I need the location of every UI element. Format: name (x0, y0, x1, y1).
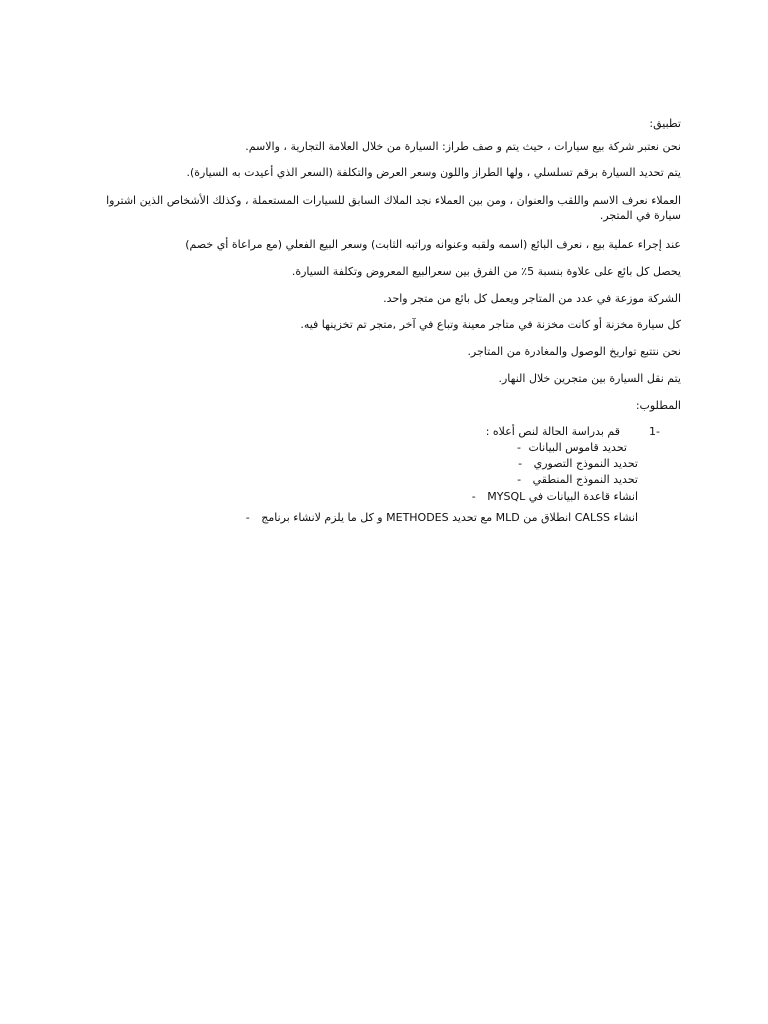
paragraph-8: نحن نتتبع تواريخ الوصول والمغادرة من المتاجر. (467, 345, 681, 358)
task-item-4-dash: - (471, 490, 476, 503)
task-item-3-dash: - (517, 473, 522, 486)
paragraph-9: يتم نقل السيارة بين متجرين خلال النهار. (498, 372, 681, 385)
paragraph-5: يحصل كل بائع على علاوة بنسبة 5٪ من الفرق بين سعرالبيع المعروض وتكلفة السيارة. (291, 265, 681, 278)
paragraph-2: يتم تحديد السيارة برقم تسلسلي ، ولها الطراز واللون وسعر العرض والتكلفة (السعر الذي أعيدت به السيارة). (186, 166, 681, 179)
paragraph-6: الشركة موزعة في عدد من المتاجر ويعمل كل بائع من متجر واحد. (383, 292, 681, 305)
task-number-label: -1 (649, 425, 660, 438)
task-intro: قم بدراسة الحالة لنص أعلاه : (485, 425, 620, 438)
paragraph-7: كل سيارة مخزنة أو كانت مخزنة في متاجر معينة وتباع في آخر ,متجر تم تخزينها فيه. (300, 318, 681, 331)
task-item-3 (509, 472, 638, 488)
task-item-1 (513, 440, 627, 456)
task-item-4 (464, 489, 638, 505)
task-item-1-dash: - (516, 441, 521, 454)
task-item-3-text: تحديد النموذج المنطقي (532, 473, 638, 486)
task-item-2-dash: - (518, 457, 523, 470)
task-item-5-dash: - (245, 511, 250, 524)
task-item-2 (510, 456, 638, 472)
task-item-5-text: انشاء CALSS انطلاق من MLD مع تحديد METHODES و كل ما يلزم لانشاء برنامج (261, 511, 638, 524)
task-item-1-text: تحديد قاموس البيانات (528, 441, 627, 454)
paragraph-1: نحن نعتبر شركة بيع سيارات ، حيث يتم و صف طراز: السيارة من خلال العلامة التجارية ، والاسم. (245, 140, 681, 153)
paragraph-3: العملاء نعرف الاسم واللقب والعنوان ، ومن بين العملاء نجد الملاك السابق للسيارات المستعملة ، وكذلك الأشخاص الذين اشتروا سيارة في المتجر. (106, 194, 681, 222)
document-title: تطبيق: (649, 117, 681, 130)
task-number (649, 424, 660, 439)
task-item-2-text: تحديد النموذج التصوري (533, 457, 638, 470)
required-title: المطلوب: (635, 399, 681, 412)
paragraph-4: عند إجراء عملية بيع ، نعرف البائع (اسمه ولقبه وعنوانه وراتبه الثابت) وسعر البيع الفعلي (مع مراعاة أي خصم) (185, 238, 681, 251)
task-item-5 (238, 510, 638, 526)
task-item-4-text: انشاء قاعدة البيانات في MYSQL (487, 490, 638, 503)
